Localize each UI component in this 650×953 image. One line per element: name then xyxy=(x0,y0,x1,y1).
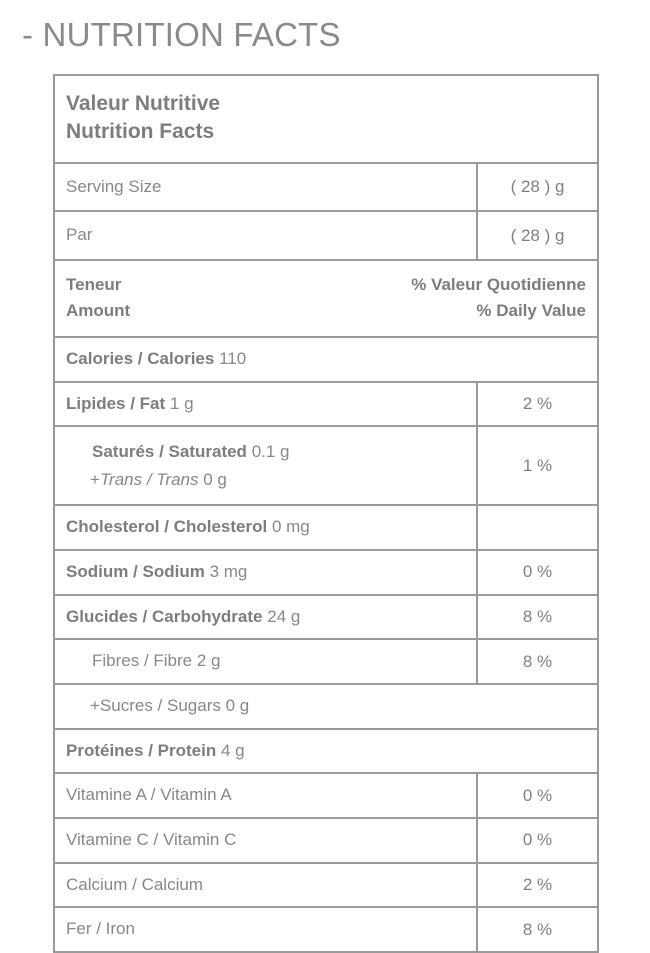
carbohydrate-daily-value: 8 % xyxy=(477,595,597,640)
brand-cell xyxy=(55,76,597,163)
carbohydrate-value: 24 g xyxy=(267,606,301,626)
iron-cell xyxy=(55,907,477,951)
table-row-serving-size xyxy=(55,163,597,212)
fibre-name: Fibres / Fibre 2 g xyxy=(92,651,221,671)
amount-header-cell xyxy=(55,260,597,337)
sodium-daily-value: 0 % xyxy=(477,550,597,595)
calcium-cell xyxy=(55,863,477,908)
sugars-cell xyxy=(55,684,597,729)
vitamin-c-cell xyxy=(55,818,477,863)
par-label: Par xyxy=(66,225,93,245)
calories-value: 110 xyxy=(219,349,247,369)
daily-value-label-fr: % Valeur Quotidienne xyxy=(411,275,586,295)
par-value: ( 28 ) g xyxy=(477,211,597,260)
table-row-protein xyxy=(55,729,597,774)
table-row-fat xyxy=(55,382,597,427)
vitamin-c-daily-value: 0 % xyxy=(477,818,597,863)
sodium-cell xyxy=(55,550,477,595)
table-row-sodium xyxy=(55,550,597,595)
saturated-daily-value: 1 % xyxy=(477,426,597,505)
iron-daily-value: 8 % xyxy=(477,907,597,951)
vitamin-a-daily-value: 0 % xyxy=(477,773,597,818)
table-row-calcium xyxy=(55,863,597,908)
table-row-carbohydrate xyxy=(55,595,597,640)
fat-value: 1 g xyxy=(169,393,194,413)
calcium-daily-value: 2 % xyxy=(477,863,597,908)
carbohydrate-name: Glucides / Carbohydrate xyxy=(66,606,263,626)
vitamin-c-name: Vitamine C / Vitamin C xyxy=(66,829,237,849)
protein-cell xyxy=(55,729,597,774)
cholesterol-daily-value xyxy=(477,505,597,550)
table-row-fibre xyxy=(55,639,597,684)
table-row-brand xyxy=(55,76,597,163)
serving-size-label-cell xyxy=(55,163,477,212)
brand-title-en: Nutrition Facts xyxy=(66,119,215,143)
cholesterol-name: Cholesterol / Cholesterol xyxy=(66,517,268,537)
vitamin-a-cell xyxy=(55,773,477,818)
daily-value-label-en: % Daily Value xyxy=(476,300,586,320)
trans-name: Trans / Trans xyxy=(99,469,199,489)
sodium-name: Sodium / Sodium xyxy=(66,562,205,582)
protein-name: Protéines / Protein xyxy=(66,740,217,760)
fat-cell xyxy=(55,382,477,427)
iron-name: Fer / Iron xyxy=(66,919,135,939)
trans-prefix: + xyxy=(90,469,100,489)
nutrition-facts-table xyxy=(55,76,597,951)
trans-value: 0 g xyxy=(203,469,227,489)
saturated-value: 0.1 g xyxy=(251,442,290,462)
saturated-trans-cell xyxy=(55,426,477,505)
table-row-iron xyxy=(55,907,597,951)
saturated-name: Saturés / Saturated xyxy=(92,442,247,462)
nutrition-facts-panel xyxy=(53,74,599,953)
serving-size-label: Serving Size xyxy=(66,176,162,196)
sodium-value: 3 mg xyxy=(209,562,248,582)
table-row-par xyxy=(55,211,597,260)
carbohydrate-cell xyxy=(55,595,477,640)
protein-value: 4 g xyxy=(220,740,245,760)
amount-label-en: Amount xyxy=(66,300,131,320)
table-row-calories xyxy=(55,337,597,382)
table-row-vitamin-a xyxy=(55,773,597,818)
vitamin-a-name: Vitamine A / Vitamin A xyxy=(66,785,232,805)
sugars-name: +Sucres / Sugars 0 g xyxy=(90,696,250,716)
fibre-cell xyxy=(55,639,477,684)
fat-name: Lipides / Fat xyxy=(66,393,166,413)
cholesterol-value: 0 mg xyxy=(271,517,310,537)
cholesterol-cell xyxy=(55,505,477,550)
table-row-cholesterol xyxy=(55,505,597,550)
fibre-daily-value: 8 % xyxy=(477,639,597,684)
brand-title-fr: Valeur Nutritive xyxy=(66,92,221,115)
table-row-saturated-trans xyxy=(55,426,597,505)
calories-cell xyxy=(55,337,597,382)
amount-label-fr: Teneur xyxy=(66,275,122,295)
par-label-cell xyxy=(55,211,477,260)
calcium-name: Calcium / Calcium xyxy=(66,874,203,894)
serving-size-value: ( 28 ) g xyxy=(477,163,597,212)
table-row-amount-header xyxy=(55,260,597,337)
page-title: - NUTRITION FACTS xyxy=(22,16,341,53)
table-row-vitamin-c xyxy=(55,818,597,863)
fat-daily-value: 2 % xyxy=(477,382,597,427)
calories-name: Calories / Calories xyxy=(66,349,215,369)
table-row-sugars xyxy=(55,684,597,729)
